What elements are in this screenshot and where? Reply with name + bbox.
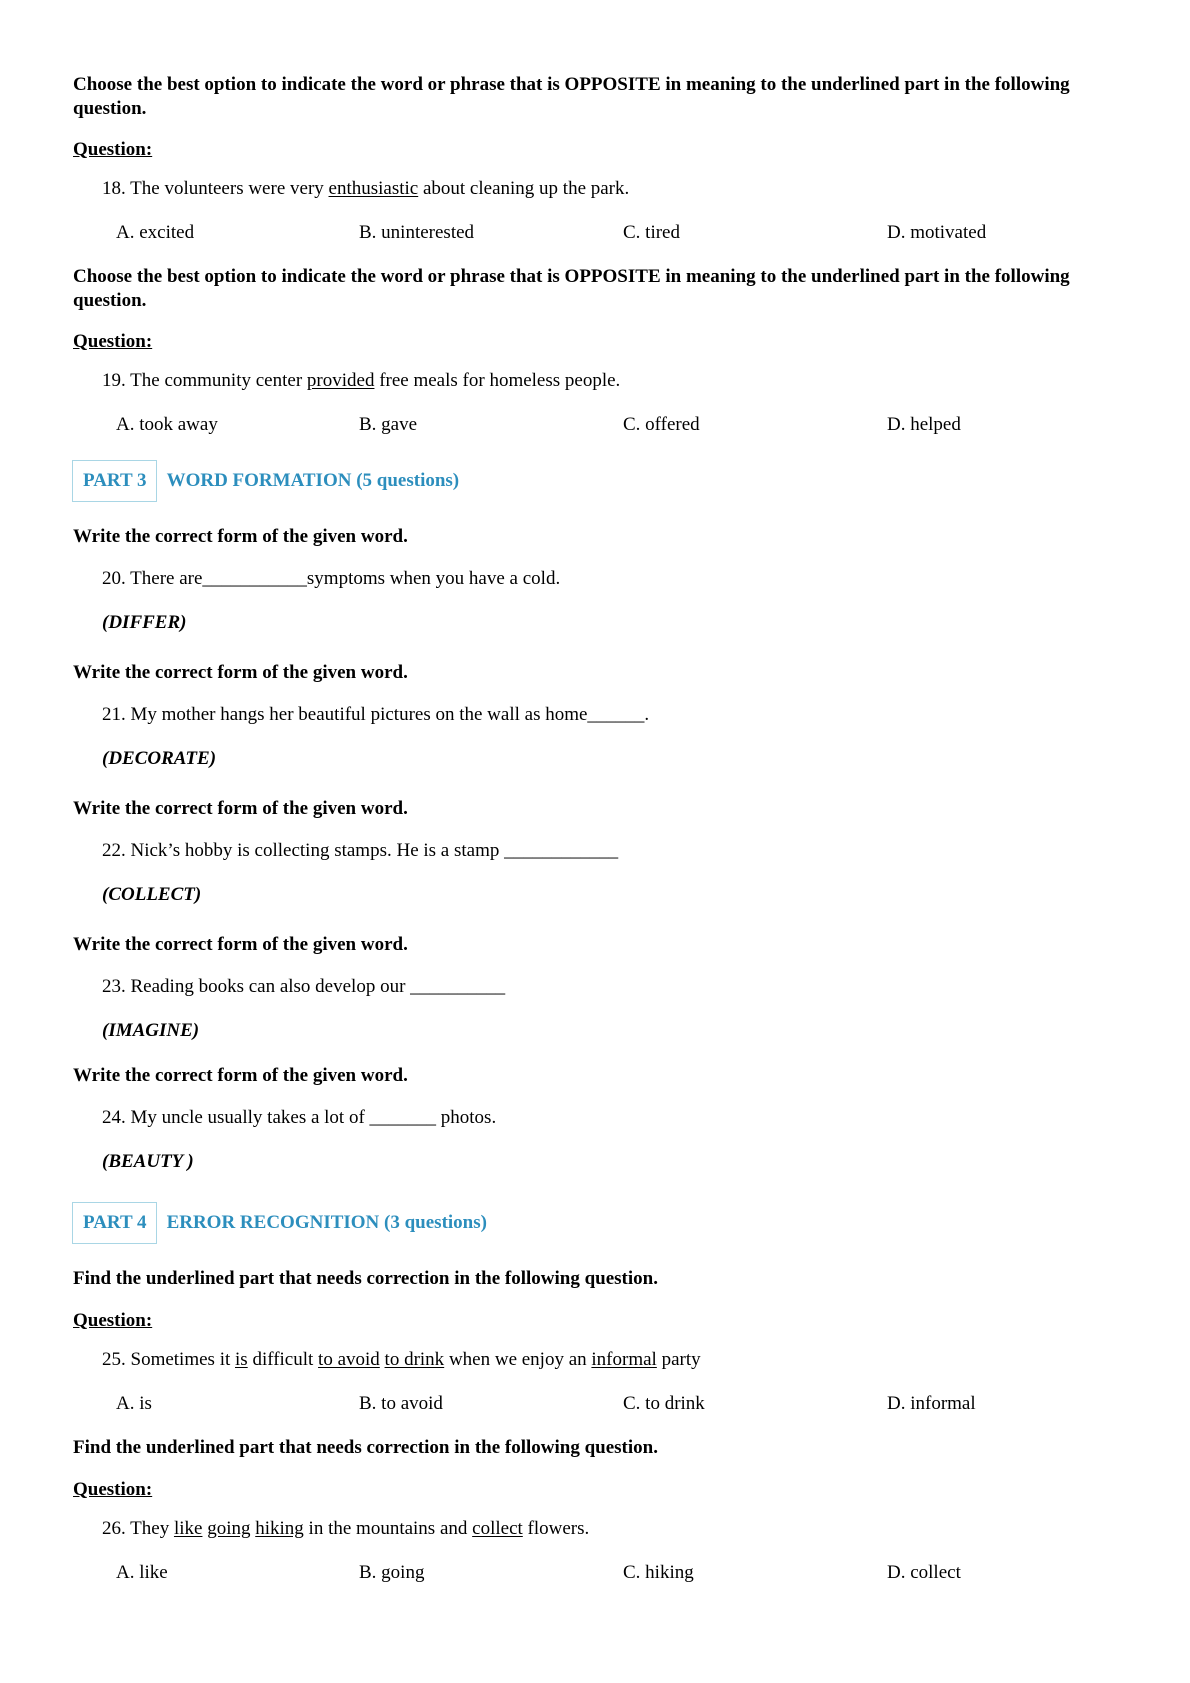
question-label-26: Question: [73, 1479, 153, 1500]
q26-underline-hiking: hiking [255, 1518, 304, 1539]
option-a-19[interactable]: A. took away [116, 414, 218, 435]
question-19-underlined: provided [306, 370, 375, 391]
option-b-25[interactable]: B. to avoid [359, 1393, 443, 1414]
option-c-19[interactable]: C. offered [623, 414, 700, 435]
option-c-26[interactable]: C. hiking [623, 1562, 694, 1583]
question-18-post: about cleaning up the park. [418, 178, 630, 199]
q25-text: party [656, 1349, 701, 1370]
question-19 [102, 370, 620, 392]
option-c-18[interactable]: C. tired [623, 222, 680, 243]
part-4-tag: PART 4 [72, 1202, 157, 1244]
question-21: 21. My mother hangs her beautiful pictures on the wall as home______. [102, 704, 650, 725]
question-18-underlined: enthusiastic [328, 178, 419, 199]
part-3-header [72, 460, 459, 502]
option-b-19[interactable]: B. gave [359, 414, 418, 435]
hint-21: (DECORATE) [102, 748, 217, 769]
instruction-20: Write the correct form of the given word. [73, 526, 408, 547]
q25-underline-informal: informal [591, 1349, 657, 1370]
question-22: 22. Nick’s hobby is collecting stamps. He is a stamp ____________ [102, 840, 619, 861]
question-label-19: Question: [73, 331, 153, 352]
part-4-header [72, 1202, 487, 1244]
instruction-22: Write the correct form of the given word. [73, 798, 408, 819]
hint-22: (COLLECT) [102, 884, 202, 905]
question-20: 20. There are___________symptoms when you have a cold. [102, 568, 561, 589]
option-c-25[interactable]: C. to drink [623, 1393, 705, 1414]
q26-underline-going: going [207, 1518, 251, 1539]
question-26 [102, 1518, 589, 1540]
q26-underline-like: like [173, 1518, 203, 1539]
q26-text: 26. They [102, 1518, 174, 1539]
option-b-18[interactable]: B. uninterested [359, 222, 475, 243]
instruction-23: Write the correct form of the given word. [73, 934, 408, 955]
hint-24: (BEAUTY ) [102, 1151, 194, 1172]
option-a-18[interactable]: A. excited [116, 222, 195, 243]
question-label-18: Question: [73, 139, 153, 160]
option-d-26[interactable]: D. collect [887, 1562, 961, 1583]
option-d-25[interactable]: D. informal [887, 1393, 976, 1414]
option-d-18[interactable]: D. motivated [887, 222, 987, 243]
q25-underline-to-drink: to drink [384, 1349, 445, 1370]
question-18-pre: 18. The volunteers were very [102, 178, 329, 199]
options-26 [0, 1562, 1190, 1586]
option-b-26[interactable]: B. going [359, 1562, 425, 1583]
q26-text: in the mountains and [303, 1518, 473, 1539]
hint-23: (IMAGINE) [102, 1020, 200, 1041]
option-a-26[interactable]: A. like [116, 1562, 168, 1583]
part-4-title: ERROR RECOGNITION (3 questions) [166, 1212, 487, 1233]
question-25 [102, 1349, 701, 1371]
q26-underline-collect: collect [472, 1518, 523, 1539]
q25-underline-to-avoid: to avoid [318, 1349, 380, 1370]
question-19-post: free meals for homeless people. [374, 370, 621, 391]
q25-text: when we enjoy an [444, 1349, 592, 1370]
q25-text: 25. Sometimes it [102, 1349, 235, 1370]
option-a-25[interactable]: A. is [116, 1393, 152, 1414]
question-label-25: Question: [73, 1310, 153, 1331]
hint-20: (DIFFER) [102, 612, 187, 633]
instruction-18: Choose the best option to indicate the word or phrase that is OPPOSITE in meaning to the underlined part in the following question. [73, 74, 1070, 119]
q26-text: flowers. [522, 1518, 590, 1539]
q25-underline-is: is [235, 1349, 248, 1370]
part-3-tag: PART 3 [72, 460, 157, 502]
q25-text: difficult [247, 1349, 319, 1370]
question-18 [102, 178, 629, 200]
question-24: 24. My uncle usually takes a lot of _______ photos. [102, 1107, 497, 1128]
instruction-24: Write the correct form of the given word. [73, 1065, 408, 1086]
instruction-26: Find the underlined part that needs correction in the following question. [73, 1437, 658, 1458]
instruction-19: Choose the best option to indicate the word or phrase that is OPPOSITE in meaning to the underlined part in the following question. [73, 266, 1070, 311]
part-3-title: WORD FORMATION (5 questions) [166, 470, 460, 491]
question-23: 23. Reading books can also develop our __________ [102, 976, 506, 997]
instruction-21: Write the correct form of the given word. [73, 662, 408, 683]
options-25 [0, 1393, 1190, 1417]
question-19-pre: 19. The community center [102, 370, 307, 391]
option-d-19[interactable]: D. helped [887, 414, 961, 435]
instruction-25: Find the underlined part that needs correction in the following question. [73, 1268, 658, 1289]
options-19 [0, 414, 1190, 438]
options-18 [0, 222, 1190, 246]
